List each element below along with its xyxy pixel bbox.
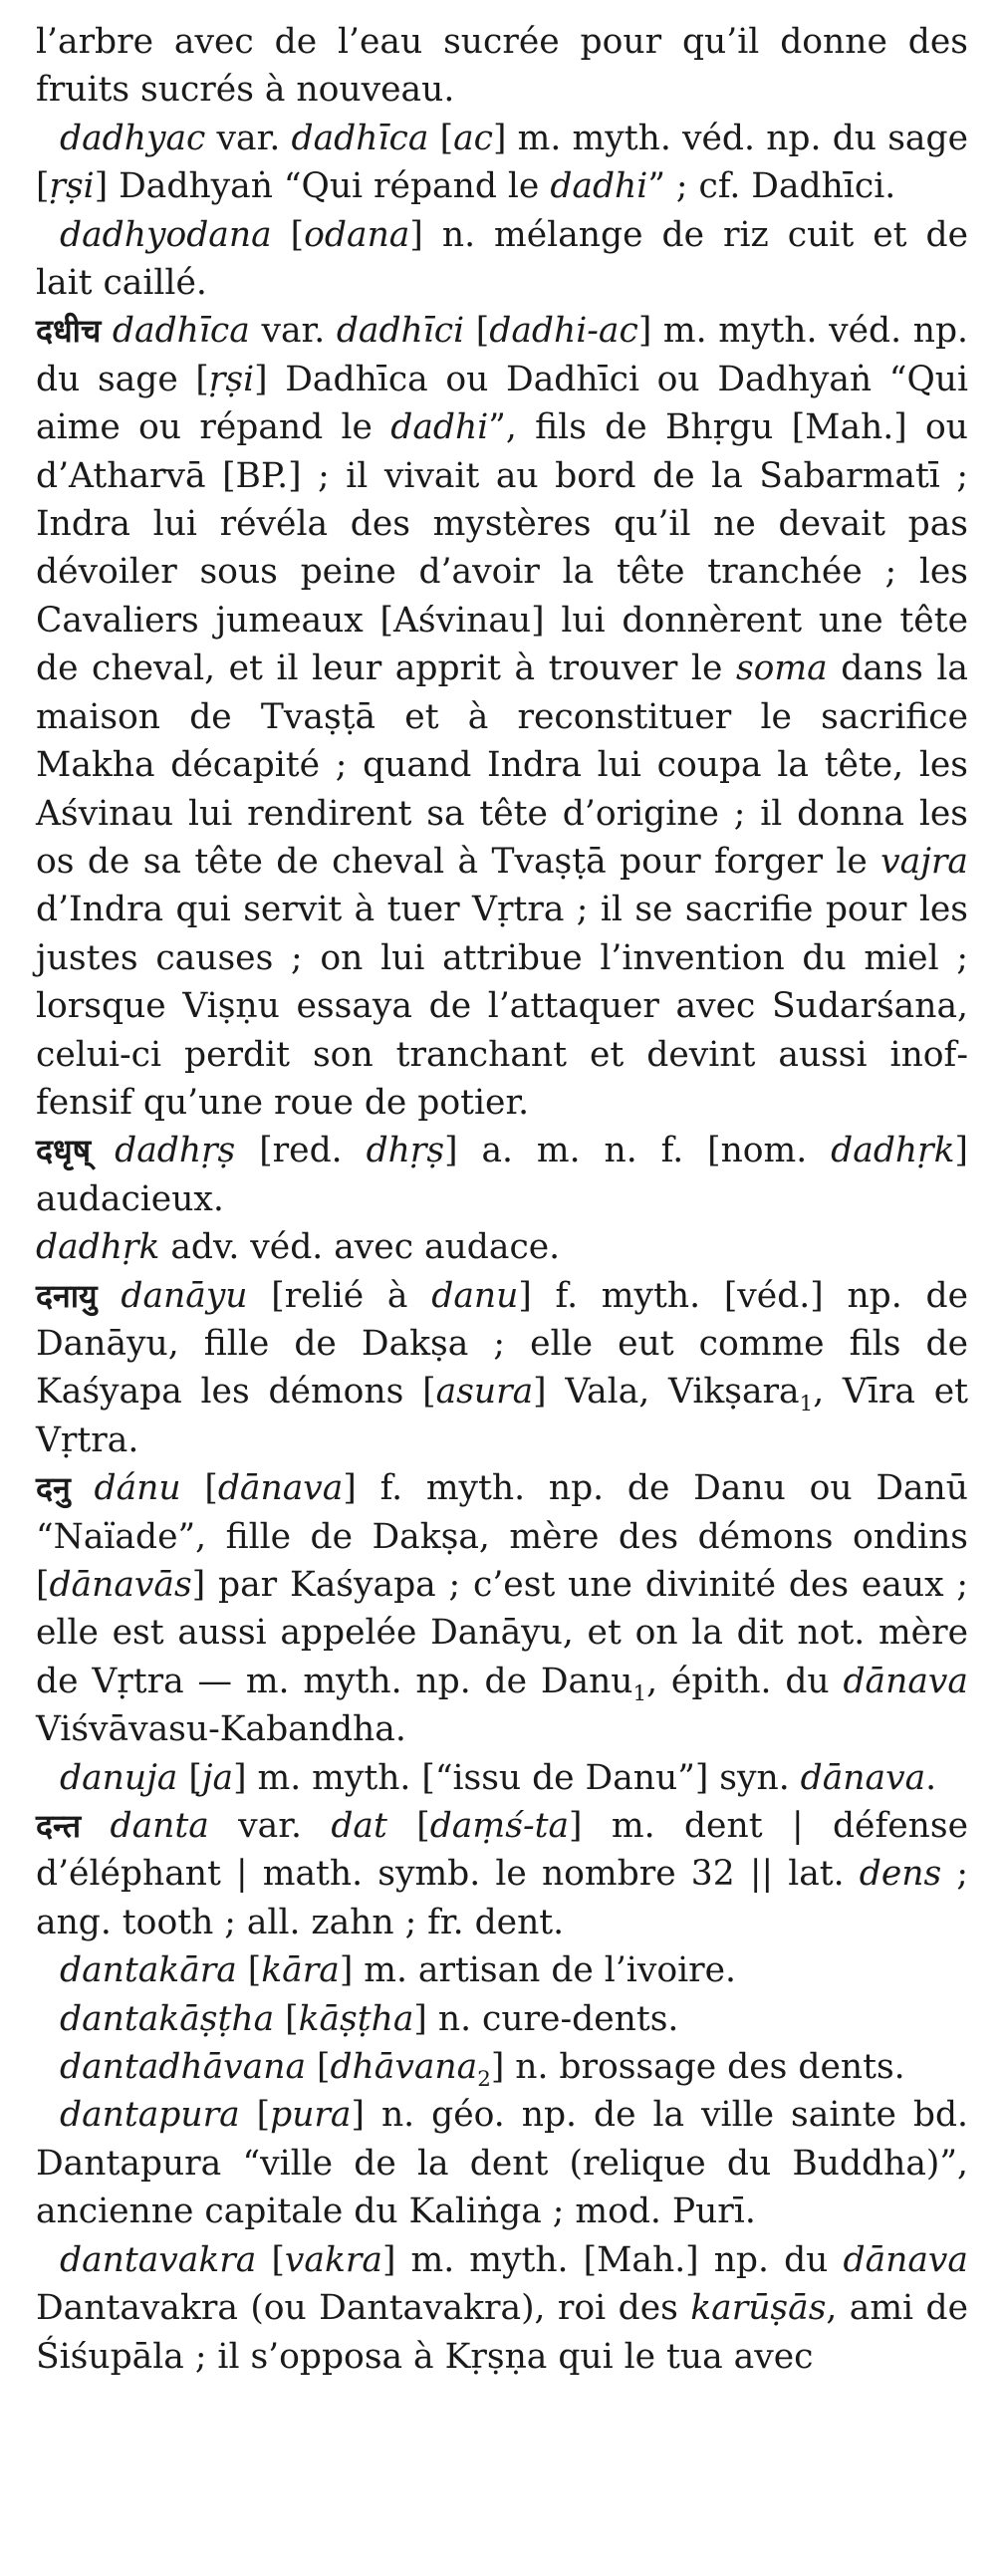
sub-entry: dantapura [pura] n. géo. np. de la ville sainte bd. Dantapura “ville de la dent (relique du Buddha)”, ancienne capitale du Kaliṅga ; mod. Purī. — [36, 2095, 968, 2232]
sub-entry: dadhyac var. dadhīca [ac] m. myth. véd. np. du sage [ṛṣi] Dadhyaṅ “Qui répand le dadhi” ; cf. Dadhīci. — [36, 118, 968, 207]
dictionary-entry: दनु dánu [dānava] f. myth. np. de Danu ou Danū “Naïade”, fille de Dakṣa, mère des démons ondins [dānavās] par Kaśyapa ; c’est une divinité des eaux ; elle est aussi appelée Danāyu, et on la dit not. mère de Vṛtra — m. myth. np. de Danu$_1$, épith. du dānava Viśvāvasu-Kabandha. — [36, 1468, 968, 1750]
dictionary-entry: दन्त danta var. dat [daṃś-ta] m. dent | défense d’éléphant | math. symb. le nombre 32 || lat. dens ; ang. tooth ; all. zahn ; fr. dent. — [36, 1806, 968, 1942]
dictionary-entry: दनायु danāyu [relié à danu] f. myth. [véd.] np. de Danāyu, fille de Dakṣa ; elle eut comme fils de Kaśyapa les démons [asura] Vala, Vikṣara$_1$, Vīra et Vṛtra. — [36, 1275, 968, 1460]
dictionary-entry: दधृष् dadhṛṣ [red. dhṛṣ] a. m. n. f. [nom. dadhṛk] audacieux. — [36, 1131, 968, 1219]
sub-entry: dadhyodana [odana] n. mélange de riz cuit et de lait caillé. — [36, 214, 968, 304]
dictionary-page — [36, 18, 968, 2381]
sub-entry: danuja [ja] m. myth. [“issu de Danu”] syn. dānava. — [60, 1757, 937, 1798]
dictionary-entry: दधीच dadhīca var. dadhīci [dadhi-ac] m. myth. véd. np. du sage [ṛṣi] Dadhīca ou Dadhīci ou Dadhyaṅ “Qui aime ou répand le dadhi”, fils de Bhṛgu [Mah.] ou d’Atharvā [BP.] ; il vivait au bord de la Sabarmatī ; Indra lui révéla des mystères qu’il ne devait pas dévoiler sous peine d’avoir la tête tranchée ; les Cavaliers jumeaux [Aśvinau] lui donnèrent une tête de cheval, et il leur apprit à trouver le soma dans la maison de Tvaṣṭā et à reconstituer le sacrifice Makha décapité ; quand Indra lui coupa la tête, les Aśvinau lui rendirent sa tête d’origine ; il donna les os de sa tête de cheval à Tvaṣṭā pour forger le vajra d’Indra qui servit à tuer Vṛtra ; il se sacrifie pour les justes causes ; on lui attribue l’invention du miel ; lorsque Viṣṇu essaya de l’attaquer avec Sudarśana, celui-ci perdit son tranchant et devint aussi inoffensif qu’une roue de potier. — [36, 311, 968, 1123]
dictionary-entry: dadhṛk adv. véd. avec audace. — [36, 1227, 561, 1268]
sub-entry: dantadhāvana [dhāvana$_2$] n. brossage des dents. — [60, 2047, 905, 2092]
sub-entry: dantakāṣṭha [kāṣṭha] n. cure-dents. — [60, 1998, 679, 2039]
sub-entry: dantavakra [vakra] m. myth. [Mah.] np. du dānava Dantavakra (ou Dantavakra), roi des karūṣās, ami de Śiśupāla ; il s’opposa à Kṛṣṇa qui le tua avec — [36, 2239, 969, 2377]
sub-entry: dantakāra [kāra] m. artisan de l’ivoire. — [60, 1950, 736, 1991]
entry-continuation: l’arbre avec de l’eau sucrée pour qu’il donne des fruits sucrés à nouveau. — [36, 22, 968, 111]
